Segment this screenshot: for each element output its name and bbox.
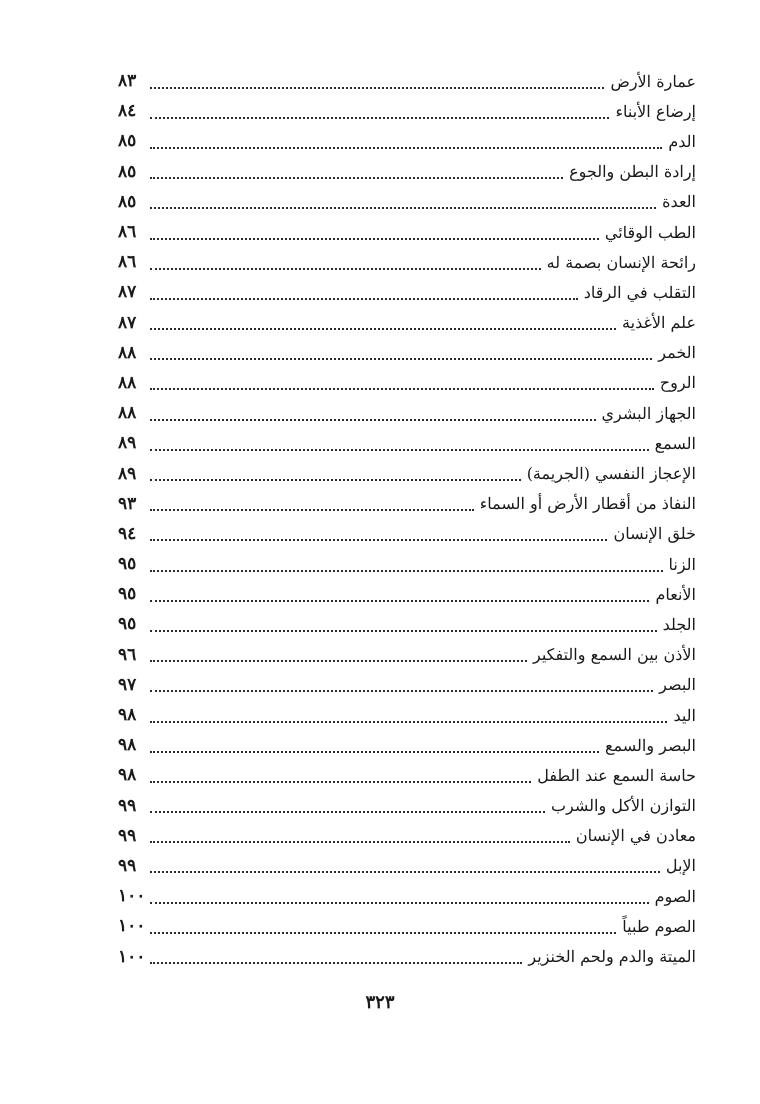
dot-leader	[150, 629, 657, 632]
toc-entry	[118, 428, 696, 458]
dot-leader	[150, 901, 649, 904]
toc-entry	[118, 217, 696, 247]
toc-entry-page: ٩٥	[118, 554, 137, 575]
toc-entry-page: ٨٦	[118, 222, 137, 243]
dot-leader	[150, 508, 474, 511]
toc-entry	[118, 398, 696, 428]
dot-leader	[150, 659, 527, 662]
dot-leader	[150, 206, 656, 209]
toc-entry	[118, 187, 696, 217]
toc-entry-page: ٨٦	[118, 252, 137, 273]
toc-entry	[118, 851, 696, 881]
toc-entry	[118, 458, 696, 488]
toc-entry-page: ٩٨	[118, 705, 137, 726]
toc-entry	[118, 640, 696, 670]
toc-entry	[118, 519, 696, 549]
toc-entry-page: ٨٨	[118, 403, 137, 424]
dot-leader	[150, 689, 653, 692]
toc-entry-page: ٨٣	[118, 71, 137, 92]
toc-entry-page: ٨٥	[118, 191, 137, 212]
toc-entry-title: البصر	[659, 675, 696, 695]
toc-entry	[118, 911, 696, 941]
toc-entry-page: ١٠٠	[118, 886, 146, 907]
toc-entry	[118, 579, 696, 609]
toc-entry-page: ٩٨	[118, 765, 137, 786]
toc-entry	[118, 126, 696, 156]
dot-leader	[150, 297, 578, 300]
toc-entry-title: علم الأغذية	[622, 313, 696, 333]
toc-entry-page: ٩٨	[118, 735, 137, 756]
toc-entry-page: ٩٧	[118, 674, 137, 695]
toc-entry	[118, 247, 696, 277]
toc-entry-page: ٩٤	[118, 523, 137, 544]
dot-leader	[150, 599, 649, 602]
toc-entry-title: الإبل	[665, 856, 696, 876]
dot-leader	[150, 720, 667, 723]
toc-entry	[118, 941, 696, 971]
toc-entry-page: ٩٦	[118, 644, 137, 665]
toc-entry-title: البصر والسمع	[604, 735, 696, 755]
toc-entry-title: التقلب في الرقاد	[583, 282, 696, 302]
toc-entry-title: السمع	[654, 433, 696, 453]
dot-leader	[150, 86, 604, 89]
toc-entry-title: الخمر	[658, 343, 696, 363]
toc-entry	[118, 730, 696, 760]
toc-entry	[118, 791, 696, 821]
dot-leader	[150, 478, 521, 481]
dot-leader	[150, 357, 652, 360]
toc-entry-title: عمارة الأرض	[610, 71, 696, 91]
dot-leader	[150, 418, 596, 421]
toc-entry-title: الجلد	[662, 614, 696, 634]
toc-entry-page: ٨٧	[118, 312, 137, 333]
toc-entry-title: معادن في الإنسان	[575, 826, 696, 846]
toc-entry-title: الجهاز البشري	[601, 403, 696, 423]
toc-entry-title: التوازن الأكل والشرب	[550, 796, 696, 816]
dot-leader	[150, 237, 599, 240]
toc-entry-title: الأنعام	[655, 584, 696, 604]
toc-entry	[118, 881, 696, 911]
toc-entry-title: الإعجاز النفسي (الجريمة)	[526, 464, 696, 484]
toc-entry	[118, 700, 696, 730]
toc-entry-page: ٩٣	[118, 493, 137, 514]
toc-entry-title: حاسة السمع عند الطفل	[537, 765, 696, 785]
toc-entry-title: الدم	[668, 131, 696, 151]
toc-entry	[118, 489, 696, 519]
toc-entry-title: الطب الوقائي	[604, 222, 696, 242]
toc-entry-page: ٩٥	[118, 614, 137, 635]
toc-entry-title: النفاذ من أقطار الأرض أو السماء	[479, 494, 696, 514]
toc-entry-page: ٨٩	[118, 463, 137, 484]
toc-entry-page: ٨٥	[118, 161, 137, 182]
toc-entry-title: رائحة الإنسان بصمة له	[546, 252, 696, 272]
toc-entry	[118, 670, 696, 700]
toc-entry	[118, 157, 696, 187]
toc-entry	[118, 66, 696, 96]
dot-leader	[150, 961, 522, 964]
toc-entry-page: ٨٥	[118, 131, 137, 152]
page-number: ٣٢٣	[365, 992, 395, 1013]
dot-leader	[150, 327, 616, 330]
dot-leader	[150, 146, 662, 149]
toc-entry-title: الزنا	[668, 554, 696, 574]
toc-entry	[118, 609, 696, 639]
toc-entry	[118, 308, 696, 338]
toc-entry-title: الصوم طبياً	[622, 916, 696, 936]
toc-entry-page: ١٠٠	[118, 916, 146, 937]
toc-entry	[118, 549, 696, 579]
dot-leader	[150, 538, 607, 541]
toc-entry-page: ٨٨	[118, 342, 137, 363]
toc-entry-title: العدة	[662, 192, 696, 212]
toc-entry-title: الأذن بين السمع والتفكير	[533, 645, 696, 665]
toc-entry-title: خلق الإنسان	[613, 524, 696, 544]
toc-entry-page: ٩٩	[118, 825, 137, 846]
dot-leader	[150, 931, 616, 934]
toc-entry-title: الميتة والدم ولحم الخنزير	[528, 947, 696, 967]
dot-leader	[150, 840, 570, 843]
toc-entry-title: الروح	[659, 373, 696, 393]
dot-leader	[150, 750, 599, 753]
toc-entry	[118, 760, 696, 790]
toc-entry-title: الصوم	[654, 886, 696, 906]
toc-entry-page: ٨٩	[118, 433, 137, 454]
dot-leader	[150, 176, 563, 179]
toc-entry-title: اليد	[673, 705, 696, 725]
toc-entry-page: ٩٩	[118, 855, 137, 876]
toc-entry-page: ٨٨	[118, 372, 137, 393]
toc-entry	[118, 821, 696, 851]
toc-entry-title: إرضاع الأبناء	[615, 101, 696, 121]
dot-leader	[150, 569, 663, 572]
toc-entry-title: إرادة البطن والجوع	[569, 162, 696, 182]
toc-entry-page: ٨٤	[118, 101, 137, 122]
toc-entry-page: ٨٧	[118, 282, 137, 303]
toc-entry	[118, 277, 696, 307]
dot-leader	[150, 116, 609, 119]
dot-leader	[150, 387, 654, 390]
dot-leader	[150, 810, 545, 813]
toc-entry	[118, 96, 696, 126]
dot-leader	[150, 448, 649, 451]
dot-leader	[150, 780, 531, 783]
toc-entry	[118, 368, 696, 398]
table-of-contents	[118, 66, 696, 972]
dot-leader	[150, 870, 660, 873]
dot-leader	[150, 267, 541, 270]
toc-entry-page: ٩٥	[118, 584, 137, 605]
toc-entry-page: ١٠٠	[118, 946, 146, 967]
toc-entry-page: ٩٩	[118, 795, 137, 816]
toc-entry	[118, 338, 696, 368]
